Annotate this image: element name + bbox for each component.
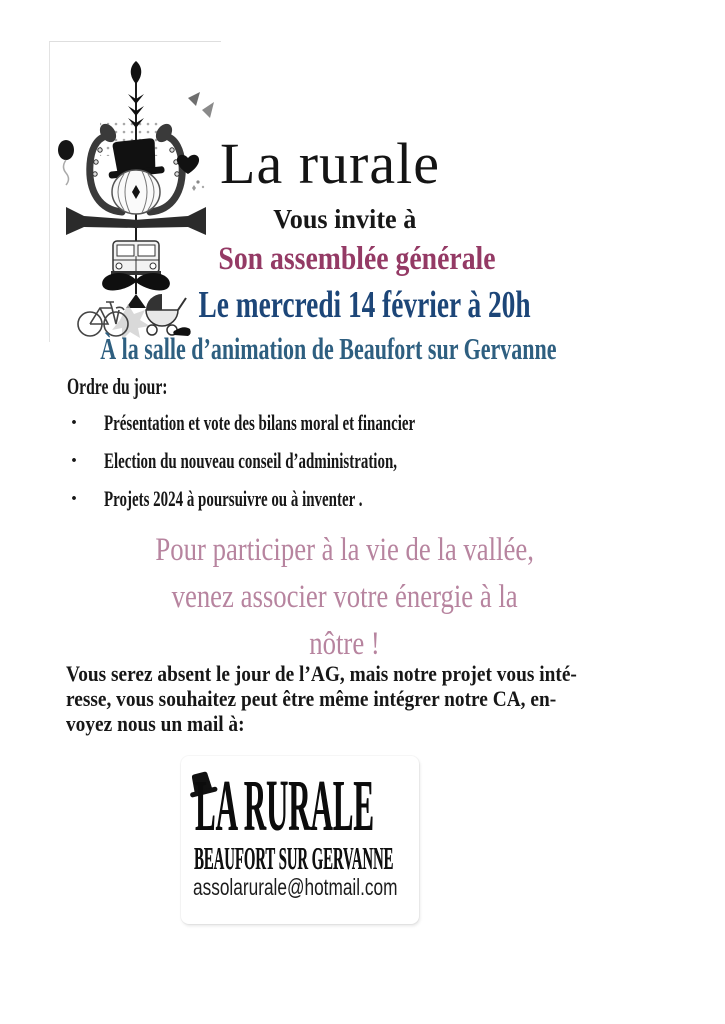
invite-text: Vous invite à xyxy=(273,204,417,234)
triangle-decorations xyxy=(188,92,214,118)
note-line: voyez nous un mail à: xyxy=(66,711,245,736)
invite-line xyxy=(0,204,690,235)
page-title-text: La rurale xyxy=(220,131,440,196)
event-title-text: Son assemblée générale xyxy=(218,241,496,277)
agenda-heading xyxy=(67,374,215,400)
bullet-icon: · xyxy=(70,486,79,512)
callout-line: nôtre ! xyxy=(309,626,381,662)
page-title xyxy=(0,130,660,197)
note-line: resse, vous souhaitez peut être même intégrer notre CA, en- xyxy=(66,686,557,711)
event-venue-text: À la salle d’animation de Beaufort sur Gervanne xyxy=(99,331,557,366)
event-datetime xyxy=(0,283,725,327)
bullet-icon: · xyxy=(70,410,79,436)
event-venue xyxy=(0,331,656,367)
agenda-item xyxy=(70,410,562,436)
agenda-item xyxy=(70,448,535,474)
callout-line: venez associer votre énergie à la xyxy=(171,579,519,615)
logo-location: BEAUFORT SUR GERVANNE xyxy=(194,841,394,877)
event-datetime-text: Le mercredi 14 février à 20h xyxy=(198,284,532,326)
logo-card xyxy=(181,756,419,924)
agenda-item-text: Projets 2024 à poursuivre ou à inventer . xyxy=(104,486,363,511)
logo-brand: LA RURALE xyxy=(195,766,374,847)
participation-callout xyxy=(0,527,690,668)
bullet-icon: · xyxy=(70,448,79,474)
agenda-item-text: Présentation et vote des bilans moral et financier xyxy=(104,410,416,435)
note-line: Vous serez absent le jour de l’AG, mais notre projet vous inté- xyxy=(66,661,577,686)
logo-email: assolarurale@hotmail.com xyxy=(193,874,398,900)
agenda-heading-text: Ordre du jour: xyxy=(67,374,168,399)
absence-note xyxy=(66,661,647,736)
agenda-item-text: Election du nouveau conseil d’administration, xyxy=(104,448,398,473)
event-title xyxy=(0,241,714,278)
agenda-item xyxy=(70,486,484,512)
callout-line: Pour participer à la vie de la vallée, xyxy=(155,532,535,568)
